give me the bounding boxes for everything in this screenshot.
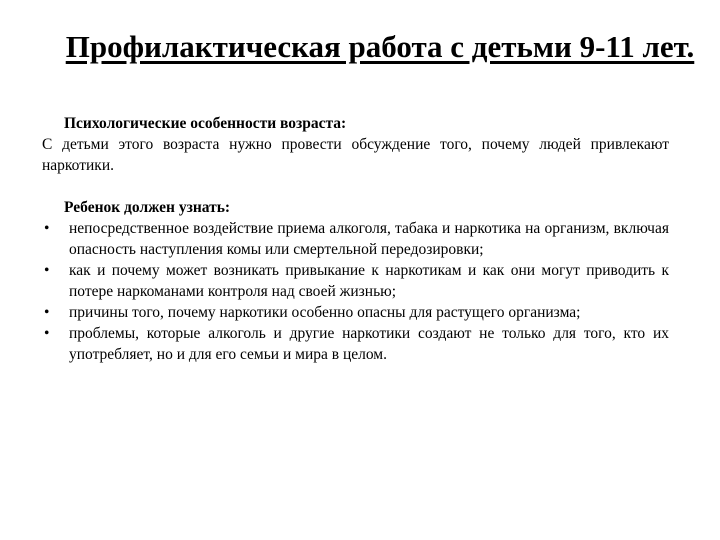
bullet-icon: • [44, 262, 50, 279]
slide-title: Профилактическая работа с детьми 9-11 лет. [65, 29, 695, 64]
list-item-text: непосредственное воздействие приема алкоголя, табака и наркотика на организм, включая опасность наступления комы или смертельной передозировки; [69, 220, 669, 258]
list-item [42, 218, 669, 260]
list-item-text: как и почему может возникать привыкание к наркотикам и как они могут приводить к потере наркоманами контроля над своей жизнью; [69, 262, 669, 300]
list-item-text: проблемы, которые алкоголь и другие наркотики создают не только для того, кто их употребляет, но и для его семьи и мира в целом. [69, 325, 669, 363]
section-heading-child-should-know: Ребенок должен узнать: [64, 199, 231, 216]
list-item [42, 302, 669, 323]
section-heading-psychology: Психологические особенности возраста: [64, 115, 347, 132]
bullet-icon: • [44, 304, 50, 321]
bullet-icon: • [44, 325, 50, 342]
list-item [42, 260, 669, 302]
list-item [42, 323, 669, 365]
section-paragraph-psychology: С детьми этого возраста нужно провести обсуждение того, почему людей привлекают наркотики. [42, 136, 669, 174]
bullet-icon: • [44, 220, 50, 237]
list-item-text: причины того, почему наркотики особенно опасны для растущего организма; [69, 304, 581, 321]
slide-body [42, 113, 669, 365]
spacer [42, 176, 669, 197]
bullet-list [42, 218, 669, 365]
